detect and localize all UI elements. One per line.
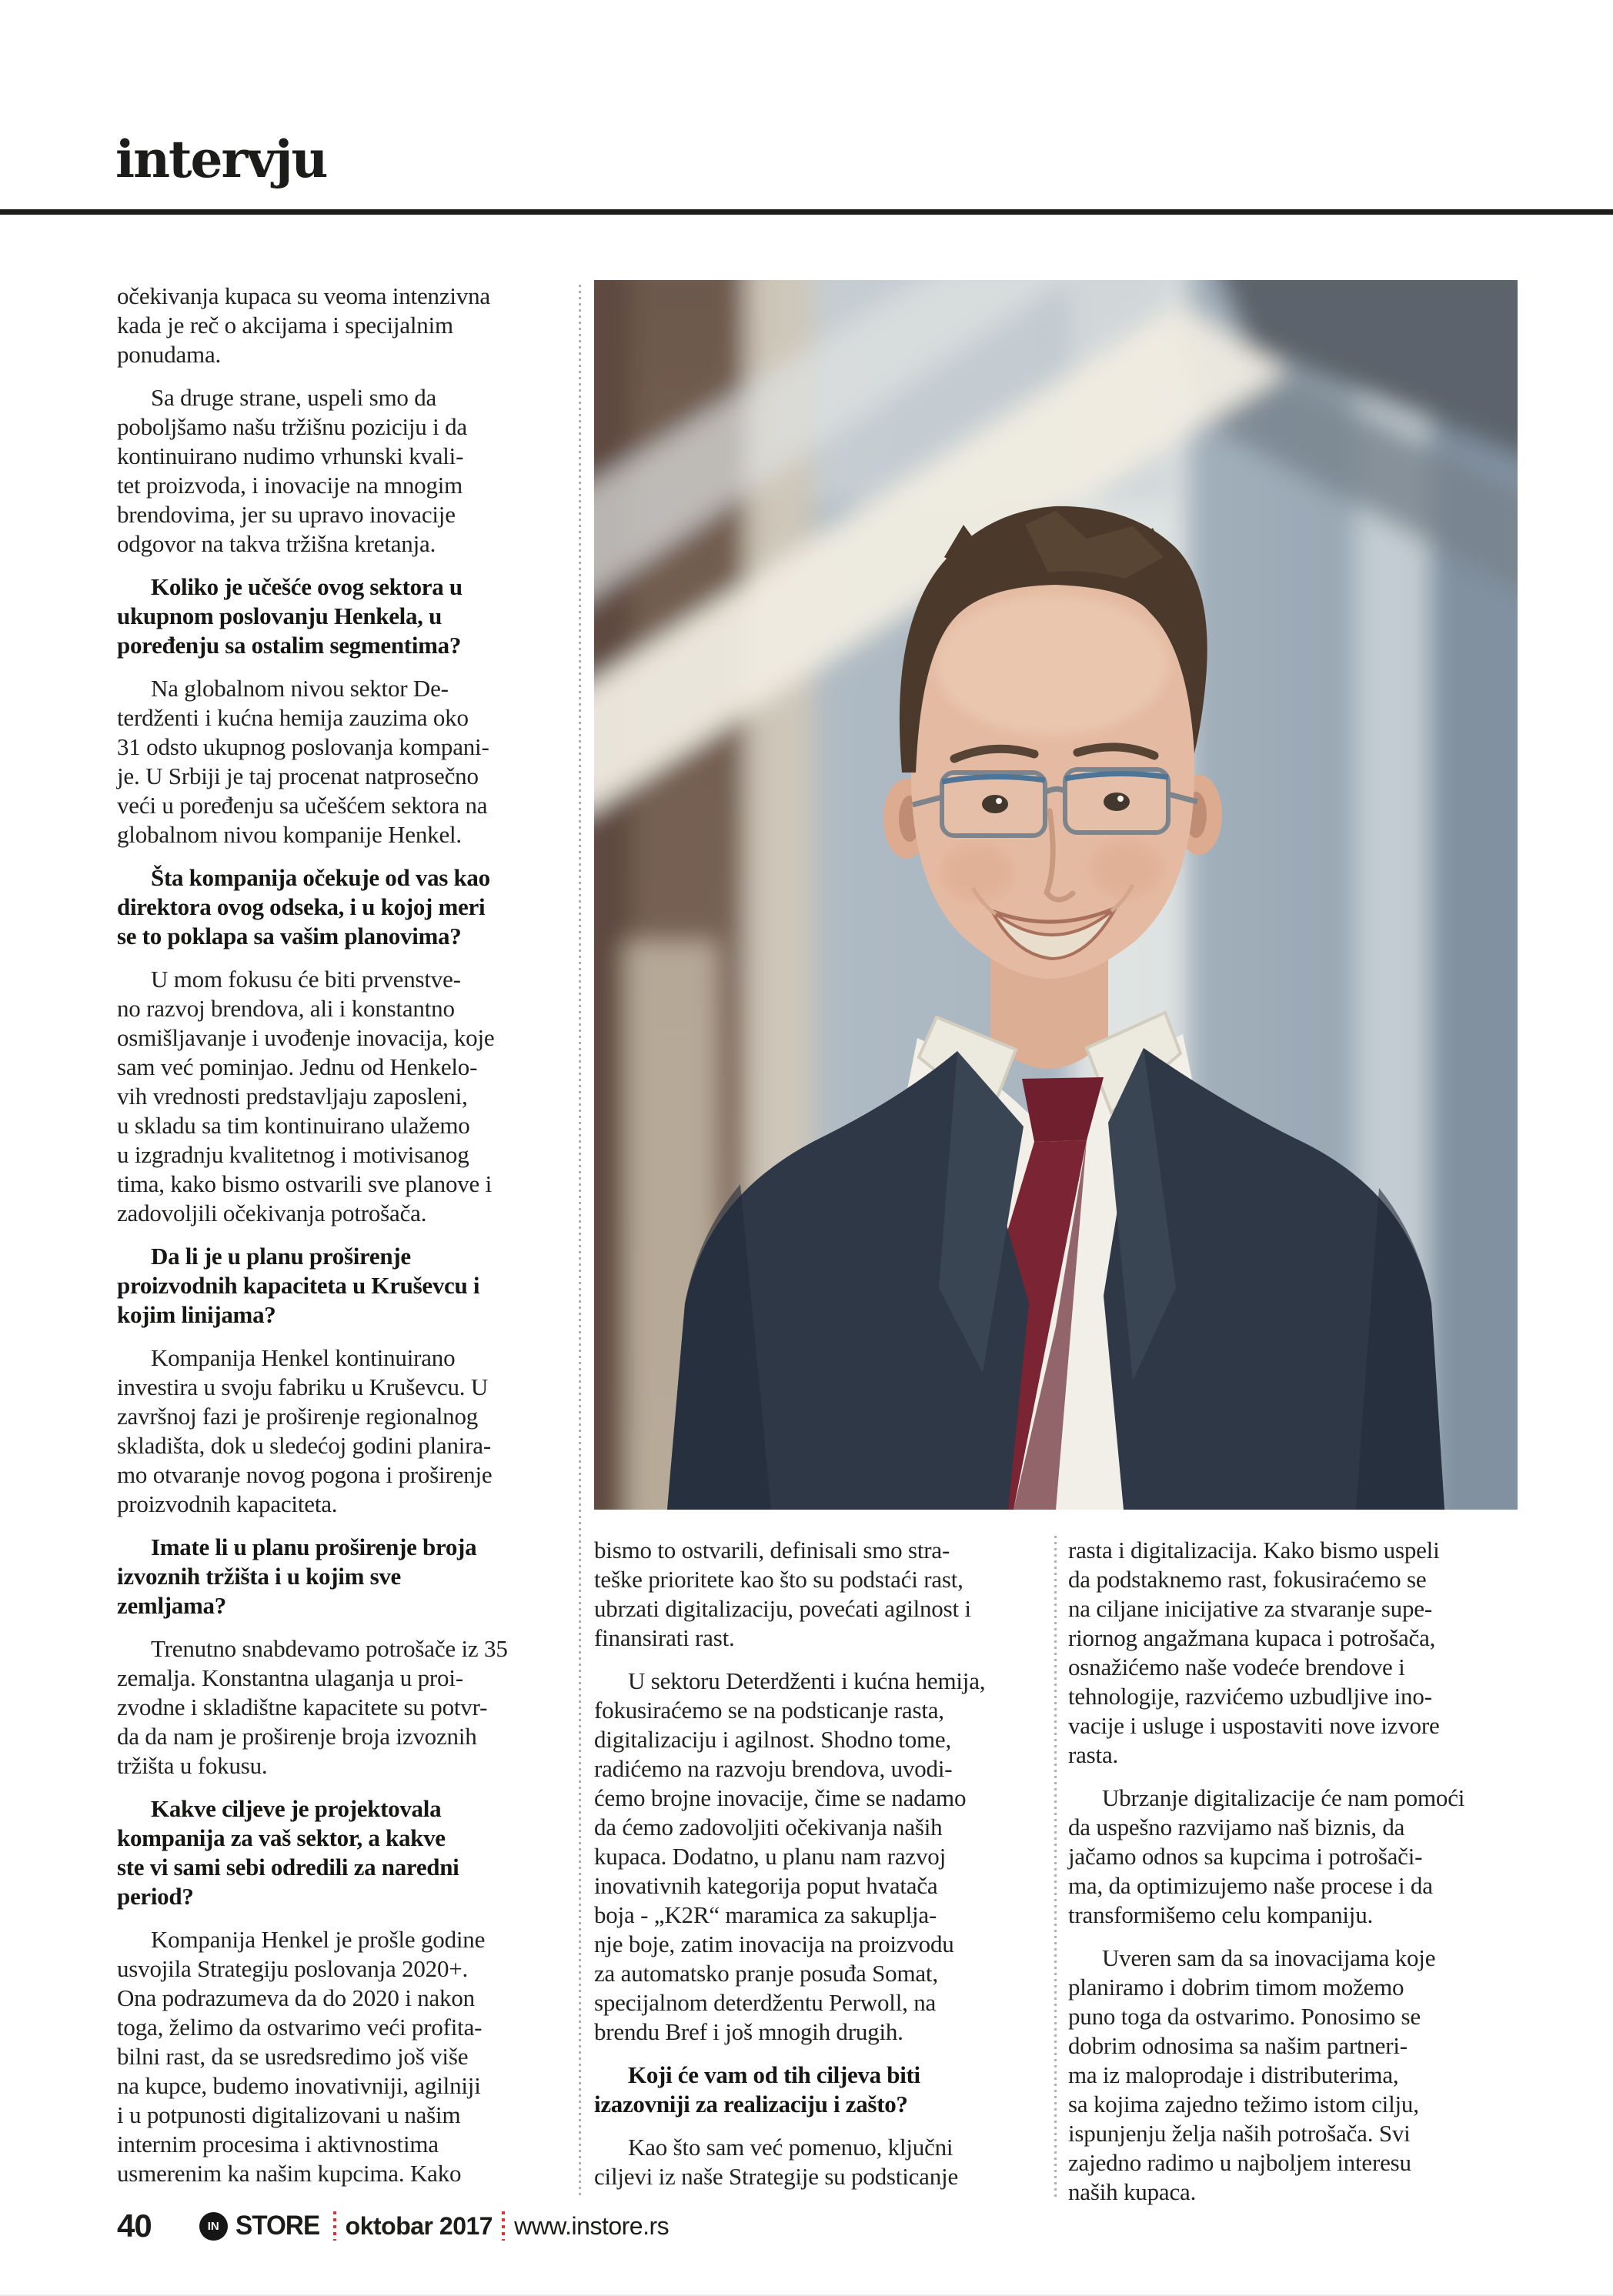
text-line: digitalizaciju i agilnost. Shodno tome, [594,1726,952,1753]
text-line: Imate li u planu proširenje broja [151,1533,477,1560]
text-line: na kupce, budemo inovativniji, agilniji [117,2072,481,2099]
text-line: da uspešno razvijamo naš biznis, da [1068,1814,1405,1840]
text-line: da podstaknemo rast, fokusiraćemo se [1068,1566,1427,1593]
paragraph [117,1634,573,1780]
text-line: dobrim odnosima sa našim partneri- [1068,2032,1408,2059]
paragraph [117,1925,573,2188]
text-line: finansirati rast. [594,1624,735,1651]
portrait-illustration [594,280,1518,1510]
text-line: jačamo odnos sa kupcima i potrošači- [1068,1843,1423,1870]
text-line: naših kupaca. [1068,2178,1197,2205]
page-number: 40 [117,2208,152,2244]
paragraph [594,1536,1050,1653]
text-line: zemljama? [117,1592,226,1619]
paragraph [117,383,573,559]
column-separator [1054,1536,1057,2198]
text-line: U sektoru Deterdženti i kućna hemija, [628,1667,986,1694]
text-line: veći u poređenju sa učešćem sektora na [117,792,488,819]
text-line: fokusiraćemo se na podsticanje rasta, [594,1697,944,1724]
paragraph [1068,1784,1519,1930]
text-line: Ubrzanje digitalizacije će nam pomoći [1102,1784,1465,1811]
text-line: poređenju sa ostalim segmentima? [117,632,462,659]
text-line: za automatsko pranje posuđa Somat, [594,1960,938,1987]
text-line: Ona podrazumeva da do 2020 i nakon [117,1984,475,2011]
text-line: investira u svoju fabriku u Kruševcu. U [117,1373,489,1400]
instore-logo-circle-icon: IN [199,2212,228,2241]
text-line: tehnologije, razvićemo uzbudljive ino- [1068,1683,1432,1710]
text-line: na ciljane inicijative za stvaranje supe- [1068,1595,1432,1622]
text-line: teške prioritete kao što su podstaći rast, [594,1566,963,1593]
text-line: zadovoljili očekivanja potrošača. [117,1200,427,1226]
text-line: tet proizvoda, i inovacije na mnogim [117,472,463,499]
question-heading [117,863,573,951]
text-line: nje boje, zatim inovacija na proizvodu [594,1931,954,1957]
text-line: zajedno radimo u najboljem interesu [1068,2149,1411,2176]
text-line: ćemo brojne inovacije, čime se nadamo [594,1784,967,1811]
footer-website: www.instore.rs [514,2211,670,2240]
text-line: puno toga da ostvarimo. Ponosimo se [1068,2003,1421,2030]
text-line: period? [117,1883,194,1910]
paragraph [117,282,573,369]
text-line: u izgradnju kvalitetnog i motivisanog [117,1141,469,1168]
text-line: proizvodnih kapaciteta u Kruševcu i [117,1272,480,1299]
paragraph [117,1343,573,1519]
text-line: kompanija za vaš sektor, a kakve [117,1824,446,1851]
text-line: no razvoj brendova, ali i konstantno [117,995,455,1022]
page-title: intervju [115,129,327,189]
text-line: rasta i digitalizacija. Kako bismo uspeli [1068,1537,1440,1563]
text-line: u skladu sa tim kontinuirano ulažemo [117,1112,470,1139]
footer-dotted-separator [502,2211,505,2241]
text-line: terdženti i kućna hemija zauzima oko [117,704,469,731]
question-heading [117,1533,573,1620]
article-column-2 [594,1536,1050,2205]
text-line: kupaca. Dodatno, u planu nam razvoj [594,1843,946,1870]
text-line: bilni rast, da se usredsredimo još više [117,2043,469,2070]
article-column-3 [1068,1536,1519,2221]
paragraph [594,1667,1050,2047]
article-column-1 [117,282,573,2202]
text-line: U mom fokusu će biti prvenstve- [151,966,461,993]
footer-dotted-separator [333,2211,336,2241]
text-line: Trenutno snabdevamo potrošače iz 35 [151,1635,508,1662]
text-line: skladišta, dok u sledećoj godini planira- [117,1432,491,1459]
text-line: proizvodnih kapaciteta. [117,1490,338,1517]
text-line: Na globalnom nivou sektor De- [151,675,449,702]
text-line: ispunjenju želja naših potrošača. Svi [1068,2120,1411,2147]
text-line: kada je reč o akcijama i specijalnim [117,312,453,339]
text-line: Kakve ciljeve je projektovala [151,1795,442,1822]
text-line: Sa druge strane, uspeli smo da [151,384,437,411]
text-line: toga, želimo da ostvarimo veći profita- [117,2014,483,2041]
text-line: Koliko je učešće ovog sektora u [151,573,463,600]
text-line: Da li je u planu proširenje [151,1243,411,1270]
text-line: direktora ovog odseka, i u kojoj meri [117,893,486,920]
text-line: da da nam je proširenje broja izvoznih [117,1723,477,1750]
text-line: internim procesima i aktivnostima [117,2131,439,2158]
footer-issue-date: oktobar 2017 [345,2211,493,2240]
text-line: ma, da optimizujemo naše procese i da [1068,1872,1433,1899]
text-line: Kao što sam već pomenuo, ključni [628,2134,953,2161]
text-line: planiramo i dobrim timom možemo [1068,1974,1404,2001]
text-line: Kompanija Henkel je prošle godine [151,1926,486,1953]
text-line: osnažićemo naše vodeće brendove i [1068,1654,1405,1680]
text-line: ma iz maloprodaje i distributerima, [1068,2061,1399,2088]
text-line: inovativnih kategorija poput hvatača [594,1872,938,1899]
text-line: bismo to ostvarili, definisali smo stra- [594,1537,950,1563]
text-line: globalnom nivou kompanije Henkel. [117,821,462,848]
text-line: radićemo na razvoju brendova, uvodi- [594,1755,953,1782]
text-line: brendu Bref i još mnogih drugih. [594,2018,903,2045]
text-line: Koji će vam od tih ciljeva biti [628,2061,920,2088]
portrait-photo [594,280,1518,1510]
text-line: specijalnom deterdžentu Perwoll, na [594,1989,937,2016]
text-line: kojim linijama? [117,1301,276,1328]
instore-logo-text: STORE [235,2211,319,2241]
text-line: sam već pominjao. Jednu od Henkelo- [117,1053,478,1080]
text-line: je. U Srbiji je taj procenat natprosečno [117,763,479,789]
text-line: vacije i usluge i uspostaviti nove izvore [1068,1712,1440,1739]
text-line: mo otvaranje novog pogona i proširenje [117,1461,493,1488]
question-heading [117,1794,573,1911]
question-heading [117,1242,573,1330]
text-line: da ćemo zadovoljiti očekivanja naših [594,1814,943,1840]
text-line: ponudama. [117,341,222,368]
page-footer [117,2207,669,2245]
text-line: riornog angažmana kupaca i potrošača, [1068,1624,1436,1651]
text-line: brendovima, jer su upravo inovacije [117,501,456,528]
text-line: usmerenim ka našim kupcima. Kako [117,2160,462,2187]
text-line: sa kojima zajedno težimo istom cilju, [1068,2091,1419,2117]
paragraph [117,965,573,1228]
text-line: ste vi sami sebi odredili za naredni [117,1854,459,1881]
text-line: izvoznih tržišta i u kojim sve [117,1563,401,1590]
question-heading [594,2061,1050,2119]
paragraph [594,2133,1050,2191]
text-line: tima, kako bismo ostvarili sve planove i [117,1170,493,1197]
text-line: očekivanja kupaca su veoma intenzivna [117,282,490,309]
text-line: zvodne i skladištne kapacitete su potvr- [117,1694,488,1720]
text-line: rasta. [1068,1741,1119,1768]
text-line: Kompanija Henkel kontinuirano [151,1344,456,1371]
header-rule [0,209,1613,215]
question-heading [117,572,573,660]
text-line: osmišljavanje i uvođenje inovacija, koje [117,1024,495,1051]
text-line: 31 odsto ukupnog poslovanja kompani- [117,733,489,760]
text-line: usvojila Strategiju poslovanja 2020+. [117,1955,469,1982]
text-line: ciljevi iz naše Strategije su podsticanje [594,2163,959,2190]
text-line: transformišemo celu kompaniju. [1068,1901,1374,1928]
text-line: boja - „K2R“ maramica za sakuplja- [594,1901,937,1928]
text-line: zemalja. Konstantna ulaganja u proi- [117,1664,463,1691]
text-line: tržišta u fokusu. [117,1752,268,1779]
text-line: kontinuirano nudimo vrhunski kvali- [117,442,464,469]
instore-logo [199,2211,324,2241]
text-line: završnoj fazi je proširenje regionalnog [117,1403,479,1430]
text-line: se to poklapa sa vašim planovima? [117,923,462,949]
text-line: Uveren sam da sa inovacijama koje [1102,1944,1436,1971]
text-line: izazovniji za realizaciju i zašto? [594,2091,908,2117]
text-line: odgovor na takva tržišna kretanja. [117,530,436,557]
column-separator [579,285,581,2198]
text-line: Šta kompanija očekuje od vas kao [151,864,490,891]
text-line: ubrzati digitalizaciju, povećati agilnost i [594,1595,971,1622]
text-line: ukupnom poslovanju Henkela, u [117,602,442,629]
text-line: poboljšamo našu tržišnu poziciju i da [117,413,467,440]
paragraph [117,674,573,849]
text-line: vih vrednosti predstavljaju zaposleni, [117,1083,468,1110]
paragraph [1068,1944,1519,2207]
paragraph [1068,1536,1519,1770]
text-line: i u potpunosti digitalizovani u našim [117,2101,461,2128]
